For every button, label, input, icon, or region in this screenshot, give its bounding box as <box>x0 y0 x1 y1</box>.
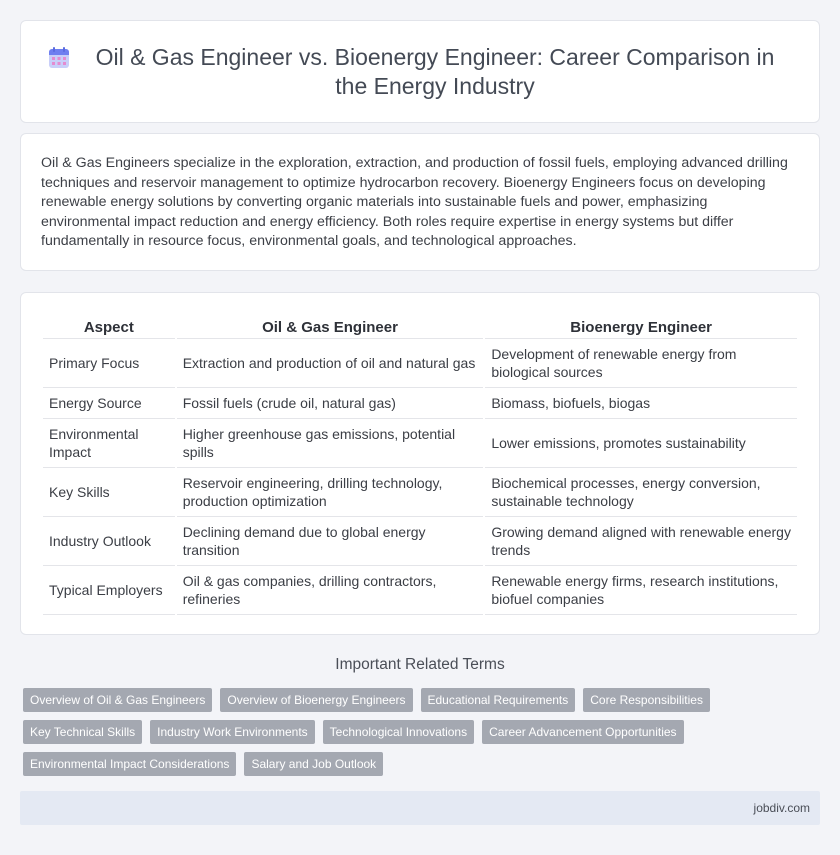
aspect-cell: Industry Outlook <box>43 517 175 566</box>
aspect-cell: Typical Employers <box>43 566 175 615</box>
title-card <box>20 20 820 123</box>
bioenergy-cell: Growing demand aligned with renewable energy trends <box>485 517 797 566</box>
bioenergy-cell: Biochemical processes, energy conversion, sustainable technology <box>485 468 797 517</box>
oil-gas-cell: Fossil fuels (crude oil, natural gas) <box>177 388 484 419</box>
tag-technological-innovations[interactable]: Technological Innovations <box>323 720 474 744</box>
bioenergy-cell: Biomass, biofuels, biogas <box>485 388 797 419</box>
footer <box>20 791 820 825</box>
bioenergy-cell: Development of renewable energy from biological sources <box>485 339 797 388</box>
table-row <box>43 339 797 388</box>
table-row <box>43 419 797 468</box>
aspect-cell: Key Skills <box>43 468 175 517</box>
aspect-cell: Environmental Impact <box>43 419 175 468</box>
oil-gas-cell: Declining demand due to global energy transition <box>177 517 484 566</box>
related-terms-tags <box>23 688 823 784</box>
tag-overview-oil-gas[interactable]: Overview of Oil & Gas Engineers <box>23 688 212 712</box>
tag-salary-job-outlook[interactable]: Salary and Job Outlook <box>244 752 383 776</box>
comparison-card <box>20 292 820 635</box>
oil-gas-cell: Oil & gas companies, drilling contractors, refineries <box>177 566 484 615</box>
table-header-row <box>43 315 797 339</box>
header-aspect: Aspect <box>43 315 175 339</box>
oil-gas-cell: Higher greenhouse gas emissions, potential spills <box>177 419 484 468</box>
tag-overview-bioenergy[interactable]: Overview of Bioenergy Engineers <box>220 688 412 712</box>
tag-educational-requirements[interactable]: Educational Requirements <box>421 688 576 712</box>
table-row <box>43 388 797 419</box>
header-bioenergy: Bioenergy Engineer <box>485 315 797 339</box>
intro-paragraph: Oil & Gas Engineers specialize in the exploration, extraction, and production of fossil fuels, employing advanced drilling techniques and reservoir management to optimize hydrocarbon recovery. Bioenergy Engineers focus on developing renewable energy solutions by converting organic materials into sustainable fuels and power, emphasizing environmental impact reduction and energy efficiency. Both roles require expertise in energy systems but differ fundamentally in resource focus, environmental goals, and technological approaches. <box>41 155 788 250</box>
oil-gas-cell: Extraction and production of oil and natural gas <box>177 339 484 388</box>
tag-core-responsibilities[interactable]: Core Responsibilities <box>583 688 710 712</box>
tag-career-advancement[interactable]: Career Advancement Opportunities <box>482 720 683 744</box>
page-title: Oil & Gas Engineer vs. Bioenergy Engineer: Career Comparison in the Energy Industry <box>95 44 775 99</box>
tag-industry-work-environments[interactable]: Industry Work Environments <box>150 720 315 744</box>
bioenergy-cell: Lower emissions, promotes sustainability <box>485 419 797 468</box>
table-row <box>43 517 797 566</box>
aspect-cell: Energy Source <box>43 388 175 419</box>
comparison-table <box>41 315 799 615</box>
header-oil-gas: Oil & Gas Engineer <box>177 315 484 339</box>
related-terms-heading: Important Related Terms <box>335 656 505 673</box>
tag-environmental-impact[interactable]: Environmental Impact Considerations <box>23 752 236 776</box>
oil-gas-cell: Reservoir engineering, drilling technology, production optimization <box>177 468 484 517</box>
bioenergy-cell: Renewable energy firms, research institutions, biofuel companies <box>485 566 797 615</box>
table-row <box>43 566 797 615</box>
intro-card <box>20 133 820 271</box>
footer-site-link[interactable]: jobdiv.com <box>753 801 810 815</box>
table-row <box>43 468 797 517</box>
tag-key-technical-skills[interactable]: Key Technical Skills <box>23 720 142 744</box>
aspect-cell: Primary Focus <box>43 339 175 388</box>
